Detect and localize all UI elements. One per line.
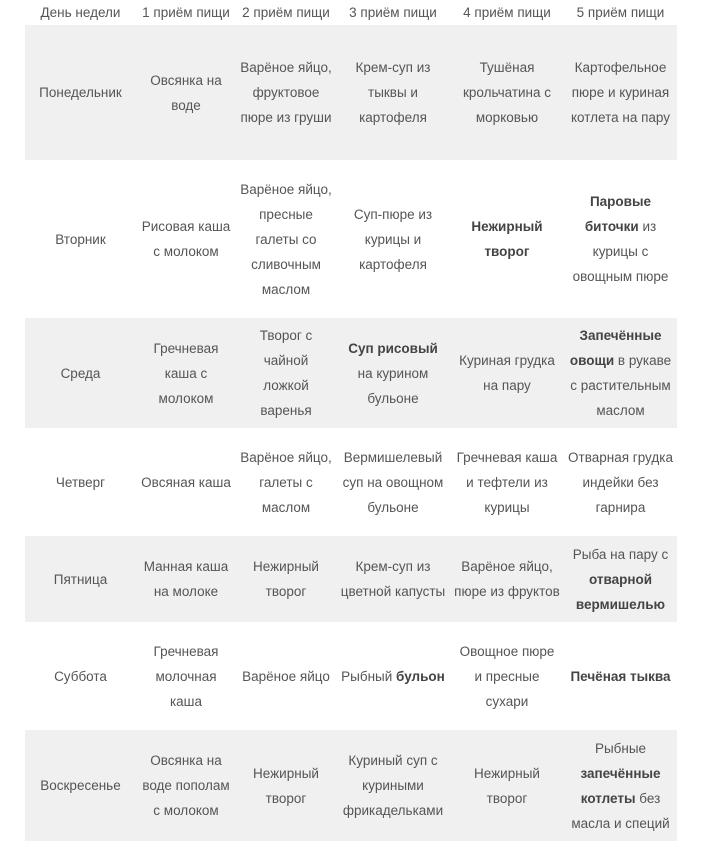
day-cell: Пятница xyxy=(25,536,136,622)
meal-cell-5 xyxy=(564,428,677,536)
meal-text: Тушёная крольчатина с морковью xyxy=(462,60,552,125)
header-meal-1: 1 приём пищи xyxy=(142,5,230,20)
meal-cell-3 xyxy=(336,160,450,318)
meal-text: Творог с чайной ложкой варенья xyxy=(259,328,313,418)
meal-cell-1 xyxy=(136,730,236,841)
meal-text: Нежирный творог xyxy=(474,765,540,806)
meal-text-bold: Печёная тыква xyxy=(570,668,671,684)
meal-text: Рыбные xyxy=(594,740,647,756)
meal-cell-2 xyxy=(236,25,336,160)
header-meal-3: 3 приём пищи xyxy=(349,5,437,20)
meal-text-bold: Суп рисовый xyxy=(348,340,438,356)
meal-text: Манная каша на молоке xyxy=(143,559,229,599)
meal-cell-4 xyxy=(450,622,564,730)
meal-text: Картофельное пюре и куриная котлета на пару xyxy=(570,60,671,125)
meal-text-bold: Паровые биточки xyxy=(584,194,652,234)
meal-text-bold: бульон xyxy=(396,668,445,684)
diet-menu-table xyxy=(25,0,677,841)
header-meal-2: 2 приём пищи xyxy=(242,5,330,20)
meal-text: Овощное пюре и пресные сухари xyxy=(459,643,555,709)
meal-cell-5 xyxy=(564,160,677,318)
meal-cell-3 xyxy=(336,622,450,730)
meal-cell-1 xyxy=(136,318,236,428)
meal-text: Суп-пюре из курицы и картофеля xyxy=(353,206,433,272)
header-meal-4: 4 приём пищи xyxy=(463,5,551,20)
meal-text-bold: Нежирный творог xyxy=(471,219,543,259)
menu-body xyxy=(25,25,677,841)
meal-text: Крем-суп из тыквы и картофеля xyxy=(355,60,431,125)
table-row xyxy=(25,622,677,730)
table-row xyxy=(25,318,677,428)
meal-text: Варёное яйцо, фруктовое пюре из груши xyxy=(240,60,332,125)
meal-cell-5 xyxy=(564,730,677,841)
meal-cell-4 xyxy=(450,160,564,318)
day-cell: Четверг xyxy=(55,474,106,490)
meal-cell-4 xyxy=(450,536,564,622)
meal-text: из курицы с овощным пюре xyxy=(572,219,669,284)
table-row xyxy=(25,428,677,536)
meal-cell-3 xyxy=(336,25,450,160)
meal-cell-2 xyxy=(236,730,336,841)
meal-text: Овсяная каша xyxy=(141,474,231,490)
table-row xyxy=(25,730,677,841)
meal-text: Крем-суп из цветной капусты xyxy=(340,559,446,599)
meal-cell-3 xyxy=(336,536,450,622)
meal-cell-5 xyxy=(564,622,677,730)
meal-cell-2 xyxy=(236,318,336,428)
meal-cell-1 xyxy=(136,160,236,318)
meal-text: Гречневая молочная каша xyxy=(153,643,219,709)
meal-cell-2 xyxy=(236,428,336,536)
meal-cell-1 xyxy=(136,428,236,536)
table-row xyxy=(25,536,677,622)
meal-text: Рыбный xyxy=(341,668,397,684)
meal-text: Куриный суп с куриными фрикадельками xyxy=(342,753,444,818)
meal-text: Рисовая каша с молоком xyxy=(141,219,231,259)
meal-text: Варёное яйцо xyxy=(242,668,330,684)
meal-cell-3 xyxy=(336,428,450,536)
day-cell: Понедельник xyxy=(25,25,136,160)
meal-text: Отварная грудка индейки без гарнира xyxy=(568,449,673,515)
day-cell: Суббота xyxy=(54,668,107,684)
meal-cell-3 xyxy=(336,318,450,428)
day-cell: Воскресенье xyxy=(25,730,136,841)
meal-cell-1 xyxy=(136,536,236,622)
header-day-of-week: День недели xyxy=(40,5,121,20)
meal-cell-3 xyxy=(336,730,450,841)
meal-text: Гречневая каша с молоком xyxy=(153,340,219,406)
meal-cell-5 xyxy=(564,318,677,428)
meal-cell-2 xyxy=(236,622,336,730)
meal-text: Гречневая каша и тефтели из курицы xyxy=(456,449,558,515)
meal-text-bold: запечённые котлеты xyxy=(580,765,661,806)
meal-text: Овсянка на воде xyxy=(150,72,222,113)
meal-text-bold: отварной вермишелью xyxy=(575,571,666,612)
day-cell: Среда xyxy=(25,318,136,428)
header-meal-5: 5 приём пищи xyxy=(576,5,665,20)
meal-text: на курином бульоне xyxy=(357,365,429,406)
meal-cell-4 xyxy=(450,25,564,160)
meal-cell-1 xyxy=(136,25,236,160)
meal-cell-1 xyxy=(136,622,236,730)
meal-text: без масла и специй xyxy=(571,790,670,831)
meal-cell-2 xyxy=(236,536,336,622)
meal-text: Нежирный творог xyxy=(253,559,319,599)
table-row xyxy=(25,160,677,318)
meal-cell-5 xyxy=(564,536,677,622)
meal-cell-4 xyxy=(450,428,564,536)
meal-cell-4 xyxy=(450,730,564,841)
meal-text: Варёное яйцо, пресные галеты со сливочным маслом xyxy=(240,181,332,297)
meal-text: Рыба на пару с xyxy=(572,546,669,562)
meal-text: Вермишелевый суп на овощном бульоне xyxy=(342,449,444,515)
day-cell: Вторник xyxy=(55,231,106,247)
meal-text: Овсянка на воде пополам с молоком xyxy=(142,753,230,818)
meal-cell-4 xyxy=(450,318,564,428)
meal-cell-5 xyxy=(564,25,677,160)
meal-text-bold: Запечённые овощи xyxy=(569,328,662,368)
meal-text: Варёное яйцо, пюре из фруктов xyxy=(454,559,560,599)
meal-text: Нежирный творог xyxy=(253,765,319,806)
meal-text: Варёное яйцо, галеты с маслом xyxy=(240,449,332,515)
meal-cell-2 xyxy=(236,160,336,318)
meal-text: Куриная грудка на пару xyxy=(459,353,555,393)
header-row xyxy=(25,0,677,25)
table-row xyxy=(25,25,677,160)
meal-text: в рукаве с растительным маслом xyxy=(570,353,672,418)
